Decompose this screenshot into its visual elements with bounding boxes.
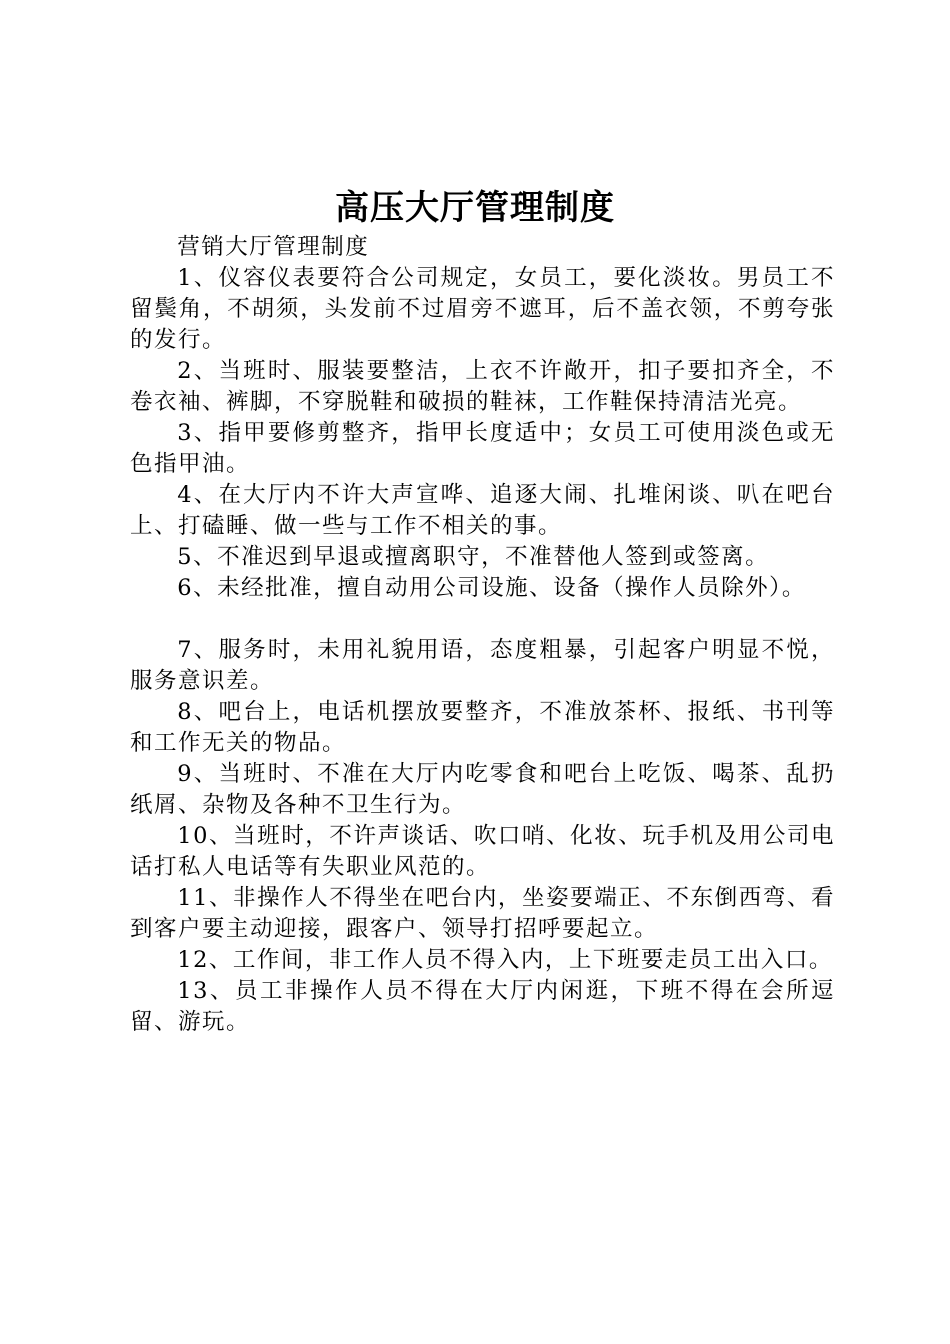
rule-paragraph-7: 7、服务时，未用礼貌用语，态度粗暴，引起客户明显不悦，服务意识差。 <box>130 637 835 694</box>
rule-paragraph-10: 10、当班时，不许声谈话、吹口哨、化妆、玩手机及用公司电话打私人电话等有失职业风范的。 <box>130 823 835 880</box>
document-subtitle: 营销大厅管理制度 <box>177 234 370 260</box>
rule-paragraph-13: 13、员工非操作人员不得在大厅内闲逛，下班不得在会所逗留、游玩。 <box>130 978 835 1035</box>
rule-paragraph-5: 5、不准迟到早退或擅离职守，不准替他人签到或签离。 <box>177 544 770 570</box>
document-title: 高压大厅管理制度 <box>335 188 615 228</box>
rule-paragraph-1: 1、仪容仪表要符合公司规定，女员工，要化淡妆。男员工不留鬓角，不胡须，头发前不过眉旁不遮耳，后不盖衣领，不剪夸张的发行。 <box>130 265 835 353</box>
rule-paragraph-12: 12、工作间，非工作人员不得入内，上下班要走员工出入口。 <box>177 947 833 973</box>
document-body <box>130 232 835 1038</box>
rule-paragraph-3: 3、指甲要修剪整齐，指甲长度适中；女员工可使用淡色或无色指甲油。 <box>130 420 835 477</box>
rule-paragraph-9: 9、当班时、不准在大厅内吃零食和吧台上吃饭、喝茶、乱扔纸屑、杂物及各种不卫生行为。 <box>130 761 835 818</box>
rule-paragraph-4: 4、在大厅内不许大声宣哗、追逐大闹、扎堆闲谈、叭在吧台上、打磕睡、做一些与工作不相关的事。 <box>130 482 835 539</box>
rule-paragraph-8: 8、吧台上，电话机摆放要整齐，不准放茶杯、报纸、书刊等和工作无关的物品。 <box>130 699 835 756</box>
rule-paragraph-6: 6、未经批准，擅自动用公司设施、设备（操作人员除外）。 <box>177 575 806 601</box>
rule-paragraph-2: 2、当班时、服装要整洁，上衣不许敞开，扣子要扣齐全，不卷衣袖、裤脚，不穿脱鞋和破损的鞋袜，工作鞋保持清洁光亮。 <box>130 358 835 415</box>
rule-paragraph-11: 11、非操作人不得坐在吧台内，坐姿要端正、不东倒西弯、看到客户要主动迎接，跟客户、领导打招呼要起立。 <box>130 885 835 942</box>
blank-line <box>130 604 835 635</box>
